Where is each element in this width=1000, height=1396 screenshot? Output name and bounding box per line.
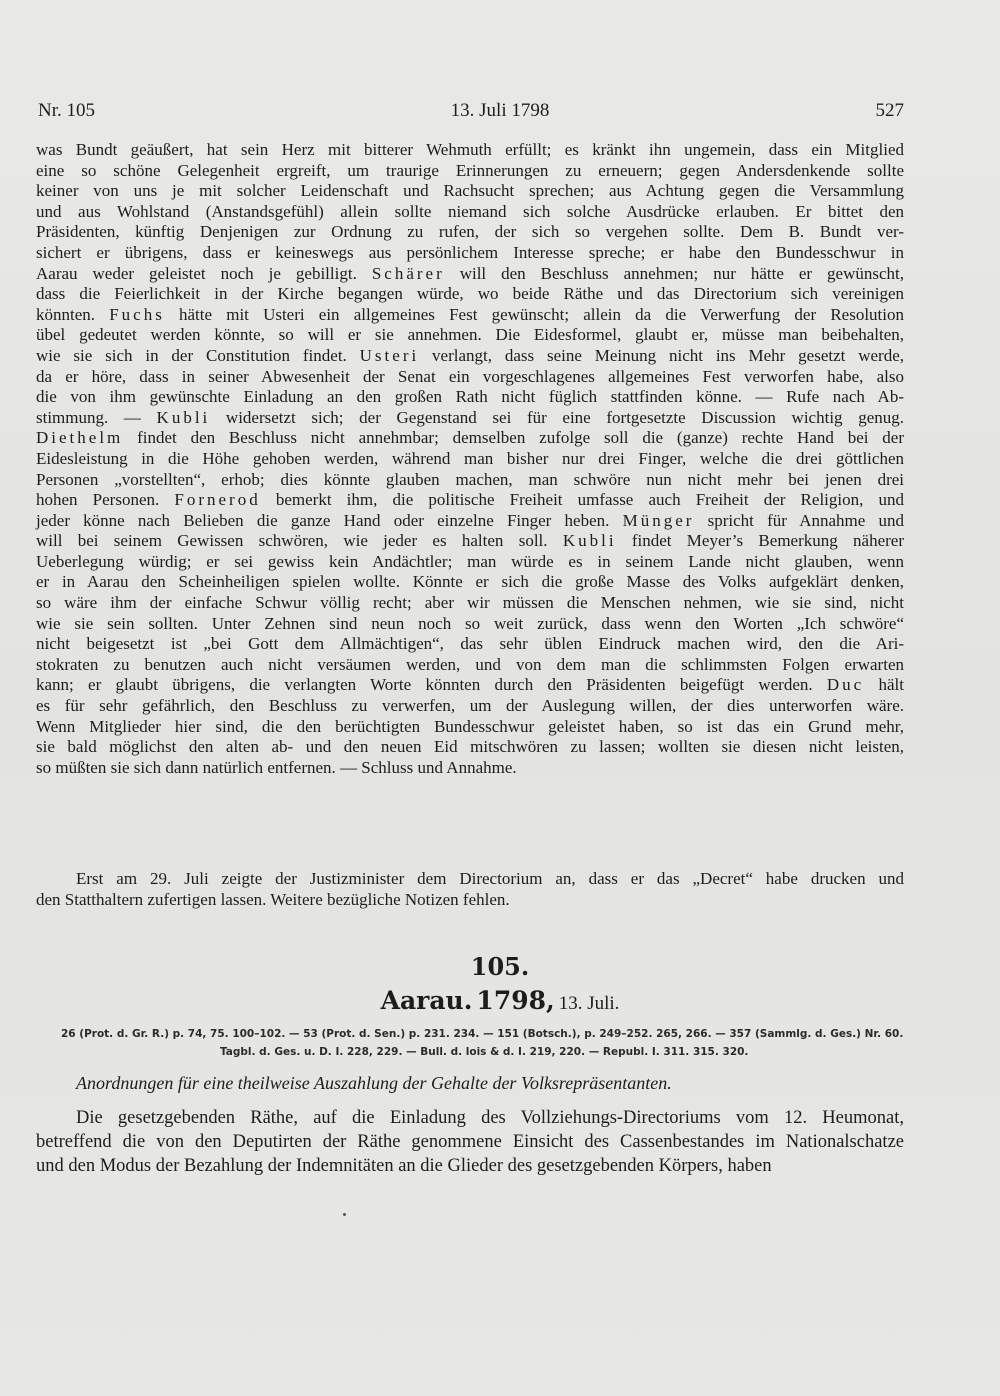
text-line — [36, 243, 904, 264]
text-line — [36, 737, 904, 758]
text-run: so müßten sie sich dann natürlich entfernen. — Schluss und Annahme. — [36, 757, 517, 777]
text-run: nicht beigesetzt ist „bei Gott dem Allmächtigen“, das sehr üblen Eindruck machen wird, den die Ari- — [36, 634, 904, 654]
text-run: so wäre ihm der einfache Schwur völlig recht; aber wir müssen die Menschen nehmen, wie sie sind, nicht — [36, 593, 904, 613]
text-line — [36, 614, 904, 635]
header-doc-ref: Nr. 105 — [38, 100, 95, 121]
text-line — [36, 531, 904, 552]
text-run: Erst am 29. Juli zeigte der Justizminister dem Directorium an, dass er das „Decret“ habe drucken und — [76, 869, 904, 888]
source-line: Tagbl. d. Ges. u. D. I. 228, 229. — Bull. d. lois & d. I. 219, 220. — Republ. I. 311. 315. 320. — [220, 1046, 749, 1058]
document-number: 105. — [470, 952, 530, 981]
text-run: wie sie sich in der Constitution findet. — [36, 345, 360, 365]
text-line — [36, 346, 904, 367]
source-references — [36, 1025, 936, 1061]
text-run: er in Aarau den Scheinheiligen spielen wollte. Könnte er sich die große Masse des Volks aufgeklärt denken, — [36, 572, 904, 592]
text-line — [36, 140, 904, 161]
text-run: betreffend die von den Deputirten der Räthe genommene Einsicht des Cassenbestandes im Nationalschatze — [36, 1132, 904, 1152]
text-run: da er höre, dass in seiner Abwesenheit der Senat ein vorgeschlagenes allgemeines Fest verworfen habe, also — [36, 366, 904, 386]
text-line — [36, 161, 904, 182]
text-line — [36, 675, 904, 696]
speaker-name: Duc — [826, 675, 865, 695]
speaker-name: Schärer — [371, 263, 445, 283]
text-run: Präsidenten, künftig Denjenigen zur Ordnung zu rufen, der sich so vergehen sollte. Dem B. Bundt ver- — [36, 222, 904, 242]
speaker-name: Münger — [622, 510, 695, 530]
text-line — [36, 634, 904, 655]
text-run: hohen Personen. — [36, 490, 175, 510]
speaker-name: Fuchs — [109, 304, 165, 324]
text-line — [36, 367, 904, 388]
speaker-name: Usteri — [359, 345, 420, 365]
text-run: hält — [864, 675, 904, 695]
text-line — [36, 222, 904, 243]
text-line — [36, 264, 904, 285]
decree-text-block — [36, 1106, 904, 1178]
text-line — [36, 181, 904, 202]
text-run: stokraten zu benutzen auch nicht versäumen werden, und von dem man die schlimmsten Folgen erwarten — [36, 654, 904, 674]
text-line — [36, 202, 904, 223]
text-run: und den Modus der Bezahlung der Indemnitäten an die Glieder des gesetzgebenden Körpers, haben — [36, 1156, 772, 1176]
header-date: 13. Juli 1798 — [450, 100, 550, 121]
text-line — [36, 1130, 904, 1154]
text-line — [36, 696, 904, 717]
text-line — [36, 552, 904, 573]
text-line — [36, 284, 904, 305]
heading-place: Aarau. — [380, 986, 473, 1015]
text-line — [36, 470, 904, 491]
text-line — [36, 490, 904, 511]
text-line — [36, 655, 904, 676]
speaker-name: Kubli — [562, 531, 617, 551]
text-run: wie sie sein sollten. Unter Zehnen sind neun noch so weit zurück, dass wenn den Worten „Ich schwöre“ — [36, 613, 904, 633]
text-run: stimmung. — — [36, 407, 157, 427]
text-run: hätte mit Usteri ein allgemeines Fest gewünscht; allein da die Verwerfung der Resolution — [164, 304, 904, 324]
text-line — [36, 449, 904, 470]
speaker-name: Diethelm — [36, 428, 124, 448]
text-run: sichert er übrigens, dass er keineswegs aus persönlichem Interesse spreche; er habe den Bundesschwur in — [36, 242, 904, 262]
text-run: Ueberlegung würdig; er sei gewiss kein Andächtler; man würde es in seinem Lande nicht glauben, wenn — [36, 551, 904, 571]
text-run: jeder könne nach Belieben die ganze Hand oder einzelne Finger heben. — [36, 510, 623, 530]
text-run: findet Meyer’s Bemerkung näherer — [616, 531, 904, 551]
text-run: will bei seinem Gewissen schwören, wie jeder es halten soll. — [36, 531, 563, 551]
editor-note-block — [36, 869, 904, 910]
text-run: es für sehr gefährlich, den Beschluss zu verwerfen, um der Auslegung willen, der dies unterworfen wäre. — [36, 696, 904, 716]
text-line — [36, 1106, 904, 1130]
text-line — [36, 758, 904, 779]
text-line — [36, 572, 904, 593]
source-line: 26 (Prot. d. Gr. R.) p. 74, 75. 100–102. — 53 (Prot. d. Sen.) p. 231. 234. — 151 (Botsch.), p. 249–252. 265, 266. — 357 (Sammlg. d. Ges.) Nr. 60. — [61, 1028, 904, 1040]
page-number: 527 — [875, 100, 904, 121]
text-run: Personen „vorstellten“, erhob; dies könnte glauben machen, man schwöre nun nicht mehr bei jenen drei — [36, 469, 904, 489]
text-line — [36, 890, 904, 911]
text-line — [36, 305, 904, 326]
document-subtitle: Anordnungen für eine theilweise Auszahlung der Gehalte der Volksrepräsentanten. — [76, 1073, 672, 1093]
text-run: dass die Feierlichkeit in der Kirche begangen würde, wo beide Räthe und das Directorium sich vereinigen — [36, 284, 904, 304]
text-run: widersetzt sich; der Gegenstand sei für eine fortgesetzte Discussion wichtig genug. — [210, 407, 904, 427]
text-run: Aarau weder geleistet noch je gebilligt. — [36, 263, 372, 283]
text-line — [36, 593, 904, 614]
text-run: könnten. — [36, 304, 110, 324]
text-run: die von ihm gewünschte Einladung an den großen Rath nicht füglich stattfinden könne. — Rufe nach Ab- — [36, 387, 904, 407]
text-line — [36, 428, 904, 449]
text-run: was Bundt geäußert, hat sein Herz mit bitterer Wehmuth erfüllt; es kränkt ihn ungemein, dass ein Mitglied — [36, 140, 904, 159]
text-run: den Statthaltern zufertigen lassen. Weitere bezügliche Notizen fehlen. — [36, 889, 510, 909]
text-line — [36, 869, 904, 890]
text-line — [36, 1154, 904, 1178]
ink-speck — [343, 1213, 346, 1216]
heading-day: 13. Juli. — [558, 993, 620, 1014]
text-run: bemerkt ihm, die politische Freiheit umfasse auch Freiheit der Religion, und — [260, 490, 904, 510]
text-line — [36, 717, 904, 738]
text-run: spricht für Annahme und — [694, 510, 904, 530]
text-run: Eidesleistung in die Höhe gehoben werden, während man bisher nur drei Finger, welche die drei göttlichen — [36, 448, 904, 468]
text-line — [36, 325, 904, 346]
heading-year: 1798, — [476, 986, 555, 1015]
speaker-name: Fornerod — [174, 490, 261, 510]
text-run: findet den Beschluss nicht annehmbar; demselben zufolge soll die (ganze) rechte Hand bei der — [123, 428, 904, 448]
text-run: sie bald möglichst den alten ab- und den neuen Eid mitschwören zu lassen; wollten sie diesen nicht leisten, — [36, 737, 904, 757]
text-line — [36, 408, 904, 429]
text-run: und aus Wohlstand (Anstandsgefühl) allein sollte niemand sich solche Ausdrücke erlauben. Er bittet den — [36, 201, 904, 221]
running-header — [0, 100, 1000, 126]
text-run: will den Beschluss annehmen; nur hätte er gewünscht, — [444, 263, 905, 283]
text-line — [36, 511, 904, 532]
text-run: verlangt, dass seine Meinung nicht ins Mehr gesetzt werde, — [419, 345, 905, 365]
place-date-heading — [0, 986, 1000, 1015]
text-run: übel gedeutet werden könnte, so will er sie annehmen. Die Eidesformel, glaubt er, müsse man beibehalten, — [36, 325, 904, 345]
text-run: kann; er glaubt übrigens, die verlangten Worte könnten durch den Präsidenten beigefügt werden. — [36, 675, 827, 695]
text-run: keiner von uns je mit solcher Leidenschaft und Rachsucht sprechen; aus Achtung gegen die Versammlung — [36, 181, 904, 201]
continued-text-block — [36, 140, 904, 778]
text-run: eine so schöne Gelegenheit ergreift, um traurige Erinnerungen zu erneuern; gegen Andersdenkende sollte — [36, 160, 904, 180]
text-line — [36, 387, 904, 408]
speaker-name: Kubli — [156, 407, 211, 427]
text-run: Wenn Mitglieder hier sind, die den berüchtigten Bundesschwur geleistet haben, so ist das ein Grund mehr, — [36, 716, 904, 736]
text-run: Die gesetzgebenden Räthe, auf die Einladung des Vollziehungs-Directoriums vom 12. Heumonat, — [76, 1108, 904, 1128]
